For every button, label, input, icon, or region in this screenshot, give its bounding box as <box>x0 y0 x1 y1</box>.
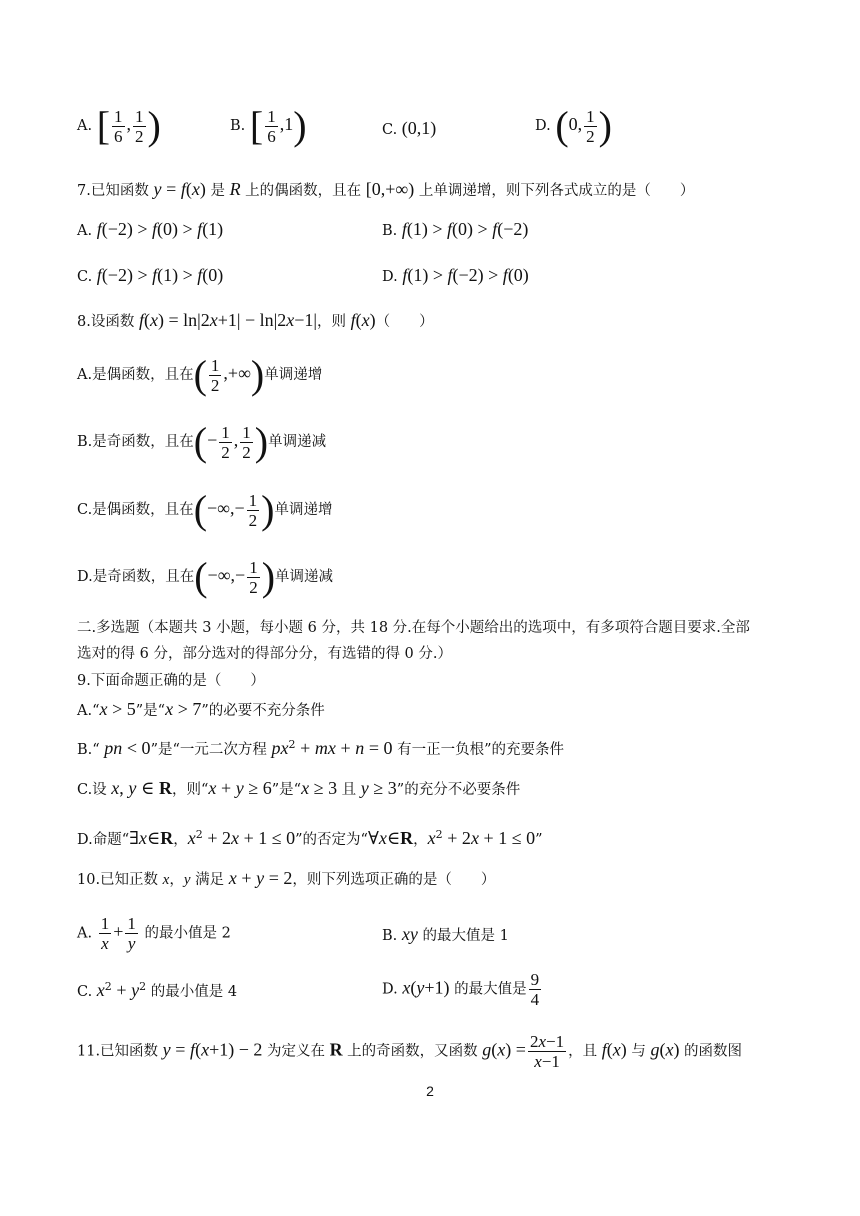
q11-stem: 11.已知函数 y = f(x+1) − 2 为定义在 R 上的奇函数，又函数 g(x) = $\frac{2x-1}{x-1}$ ，且 f(x) 与 g(x) 的函数图 <box>77 1032 743 1071</box>
q10-option-a: A. $\frac{1}{x}$ + $\frac{1}{y}$ 的最小值是 2 <box>77 914 231 953</box>
q9-option-d: D.命题“∃x∈R，$x^2 + 2x + 1 \le 0$”的否定为“∀x∈R，$x^2 + 2x + 1 \le 0$” <box>77 827 543 848</box>
q8-stem: 8.设函数 f(x) = ln|2x+1| − ln|2x−1|，则 f(x)（ ） <box>77 310 434 330</box>
q7-option-b: B. f(1) > f(0) > f(−2) <box>382 219 529 239</box>
section2-heading-line2: 选对的得 6 分，部分选对的得部分分，有选错的得 0 分.） <box>77 646 452 662</box>
q7-option-a: A. f(−2) > f(0) > f(1) <box>77 219 224 239</box>
q10-option-d: D. x(y+1) 的最大值是 $\frac{9}{4}$ <box>382 970 540 1009</box>
q9-option-c: C.设 x, y ∈ R，则“x + y ≥ 6”是“x ≥ 3 且 y ≥ 3”的充分不必要条件 <box>77 778 521 798</box>
q10-option-c: C. $x^2 + y^2$ 的最小值是 4 <box>77 980 238 1000</box>
q10-stem: 10.已知正数 x，y 满足 x + y = 2，则下列选项正确的是（ ） <box>77 868 496 888</box>
q9-stem: 9.下面命题正确的是（ ） <box>77 673 265 689</box>
q6-option-b: B. [ $\frac{1}{6}$ ,1) <box>230 103 307 148</box>
q7-option-c: C. f(−2) > f(1) > f(0) <box>77 265 224 285</box>
q6-option-d: D. (0, $\frac{1}{2}$ ) <box>535 103 612 148</box>
section2-heading-line1: 二.多选题（本题共 3 小题，每小题 6 分，共 18 分.在每个小题给出的选项中，有多项符合题目要求.全部 <box>77 620 750 636</box>
q8-option-d: D.是奇函数，且在(−∞,− $\frac{1}{2}$ )单调递减 <box>77 554 334 599</box>
q8-option-b: B.是奇函数，且在(− $\frac{1}{2}$ , $\frac{1}{2}$ )单调递减 <box>77 419 327 464</box>
q7-option-d: D. f(1) > f(−2) > f(0) <box>382 265 529 285</box>
q8-option-a: A.是偶函数，且在( $\frac{1}{2}$ ,+∞)单调递增 <box>77 352 323 397</box>
q7-stem: 7.已知函数 y = f(x) 是 R 上的偶函数，且在 [0,+∞) 上单调递增，则下列各式成立的是（ ） <box>77 179 695 199</box>
q10-option-b: B. xy 的最大值是 1 <box>382 924 509 944</box>
q8-option-c: C.是偶函数，且在(−∞,− $\frac{1}{2}$ )单调递增 <box>77 487 333 532</box>
q6-option-a: A. [ $\frac{1}{6}$ , $\frac{1}{2}$ ) <box>77 103 161 148</box>
q6-option-c: C. (0,1) <box>382 118 437 138</box>
q9-option-a: A.“x > 5”是“x > 7”的必要不充分条件 <box>77 699 325 719</box>
page-number: 2 <box>426 1083 434 1099</box>
q9-option-b: B.“ pn < 0”是“一元二次方程 $px^2$ + mx + n = 0 有一正一负根”的充要条件 <box>77 737 565 758</box>
